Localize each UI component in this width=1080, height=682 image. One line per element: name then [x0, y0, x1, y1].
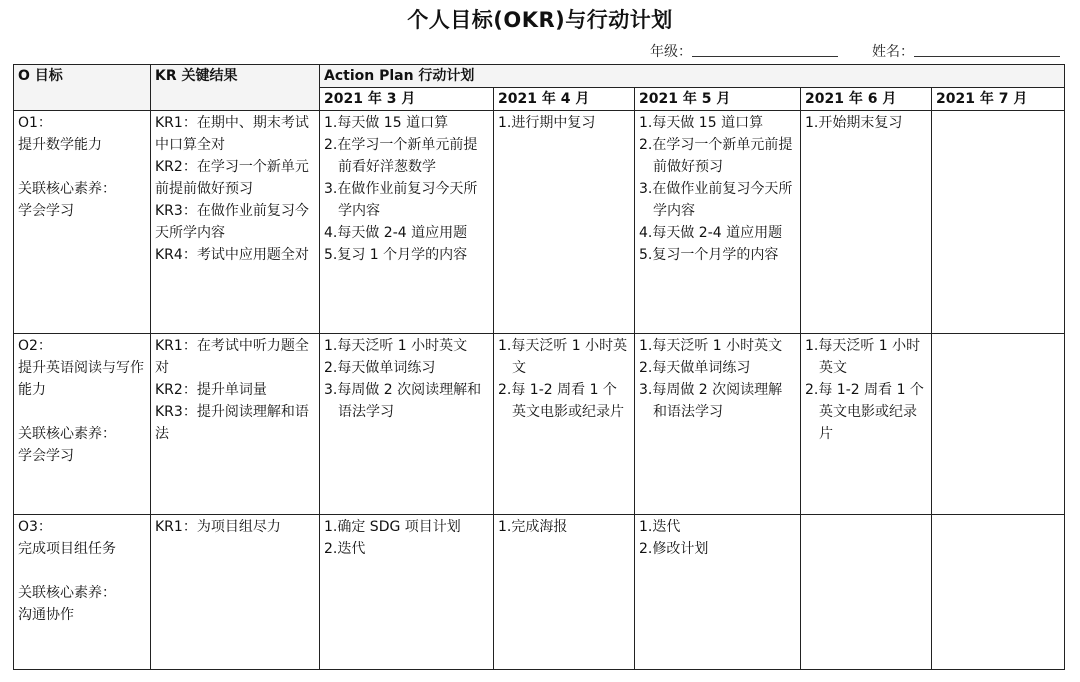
action-item: 3.每周做 2 次阅读理解和语法学习	[324, 382, 482, 420]
objective-text: 提升英语阅读与写作能力	[18, 360, 144, 398]
competency-value: 沟通协作	[18, 607, 74, 623]
action-plan-cell	[932, 111, 1065, 334]
action-plan-cell	[635, 111, 801, 334]
action-item: 2.每天做单词练习	[639, 360, 751, 376]
header-month: 2021 年 7 月	[932, 88, 1065, 111]
key-results-cell	[151, 334, 320, 515]
action-plan-cell	[494, 111, 635, 334]
header-month: 2021 年 5 月	[635, 88, 801, 111]
competency-label: 关联核心素养：	[18, 585, 116, 601]
objective-cell	[14, 334, 151, 515]
key-result-item: KR3：在做作业前复习今天所学内容	[155, 203, 309, 241]
action-item: 1.每天泛听 1 小时英文	[498, 338, 628, 376]
action-plan-cell	[801, 334, 932, 515]
page-title: 个人目标(OKR)与行动计划	[407, 8, 673, 32]
action-item: 4.每天做 2-4 道应用题	[639, 225, 783, 241]
action-plan-cell	[635, 334, 801, 515]
objective-id: O1：	[18, 115, 52, 131]
header-month: 2021 年 4 月	[494, 88, 635, 111]
action-item: 3.每周做 2 次阅读理解和语法学习	[639, 382, 783, 420]
competency-label: 关联核心素养：	[18, 181, 116, 197]
table-row	[14, 111, 1065, 334]
action-item: 3.在做作业前复习今天所学内容	[639, 181, 793, 219]
name-field	[872, 41, 1060, 61]
action-item: 2.在学习一个新单元前提前看好洋葱数学	[324, 137, 478, 175]
objective-id: O3：	[18, 519, 52, 535]
key-result-item: KR2：在学习一个新单元前提前做好预习	[155, 159, 309, 197]
objective-cell	[14, 515, 151, 670]
action-item: 1.完成海报	[498, 519, 568, 535]
action-item: 4.每天做 2-4 道应用题	[324, 225, 468, 241]
action-item: 5.复习一个月学的内容	[639, 247, 779, 263]
table-row	[14, 515, 1065, 670]
competency-value: 学会学习	[18, 203, 74, 219]
key-results-cell	[151, 111, 320, 334]
objective-text: 完成项目组任务	[18, 541, 116, 557]
action-plan-cell	[801, 515, 932, 670]
key-result-item: KR2：提升单词量	[155, 382, 267, 398]
grade-field	[650, 41, 838, 61]
action-item: 2.在学习一个新单元前提前做好预习	[639, 137, 793, 175]
action-item: 5.复习 1 个月学的内容	[324, 247, 468, 263]
key-result-item: KR1：在期中、期末考试中口算全对	[155, 115, 309, 153]
header-action-plan: Action Plan 行动计划	[320, 65, 1065, 88]
action-item: 1.每天做 15 道口算	[324, 115, 449, 131]
header-key-results: KR 关键结果	[151, 65, 320, 111]
okr-table	[13, 64, 1065, 670]
action-item: 1.每天泛听 1 小时英文	[805, 338, 921, 376]
key-result-item: KR1：在考试中听力题全对	[155, 338, 309, 376]
action-item: 1.迭代	[639, 519, 681, 535]
action-item: 2.修改计划	[639, 541, 709, 557]
action-item: 1.进行期中复习	[498, 115, 596, 131]
action-plan-cell	[932, 334, 1065, 515]
action-plan-cell	[320, 515, 494, 670]
table-row	[14, 334, 1065, 515]
action-plan-cell	[494, 515, 635, 670]
action-item: 2.每 1-2 周看 1 个英文电影或纪录片	[805, 382, 924, 442]
action-item: 1.确定 SDG 项目计划	[324, 519, 461, 535]
key-results-cell	[151, 515, 320, 670]
action-plan-cell	[494, 334, 635, 515]
competency-value: 学会学习	[18, 448, 74, 464]
objective-cell	[14, 111, 151, 334]
header-month: 2021 年 3 月	[320, 88, 494, 111]
action-item: 2.每天做单词练习	[324, 360, 436, 376]
action-plan-cell	[801, 111, 932, 334]
action-plan-cell	[635, 515, 801, 670]
grade-label: 年级：	[650, 44, 692, 60]
action-item: 1.每天泛听 1 小时英文	[324, 338, 468, 354]
grade-blank-line[interactable]	[692, 42, 838, 57]
action-item: 2.每 1-2 周看 1 个英文电影或纪录片	[498, 382, 624, 420]
action-item: 1.每天泛听 1 小时英文	[639, 338, 783, 354]
action-plan-cell	[320, 111, 494, 334]
competency-label: 关联核心素养：	[18, 426, 116, 442]
objective-id: O2：	[18, 338, 52, 354]
action-item: 3.在做作业前复习今天所学内容	[324, 181, 478, 219]
action-plan-cell	[320, 334, 494, 515]
key-result-item: KR1：为项目组尽力	[155, 519, 281, 535]
key-result-item: KR3：提升阅读理解和语法	[155, 404, 309, 442]
action-plan-cell	[932, 515, 1065, 670]
name-label: 姓名：	[872, 44, 914, 60]
action-item: 1.每天做 15 道口算	[639, 115, 764, 131]
action-item: 1.开始期末复习	[805, 115, 903, 131]
key-result-item: KR4：考试中应用题全对	[155, 247, 309, 263]
name-blank-line[interactable]	[914, 42, 1060, 57]
objective-text: 提升数学能力	[18, 137, 102, 153]
header-month: 2021 年 6 月	[801, 88, 932, 111]
action-item: 2.迭代	[324, 541, 366, 557]
header-objective: O 目标	[14, 65, 151, 111]
